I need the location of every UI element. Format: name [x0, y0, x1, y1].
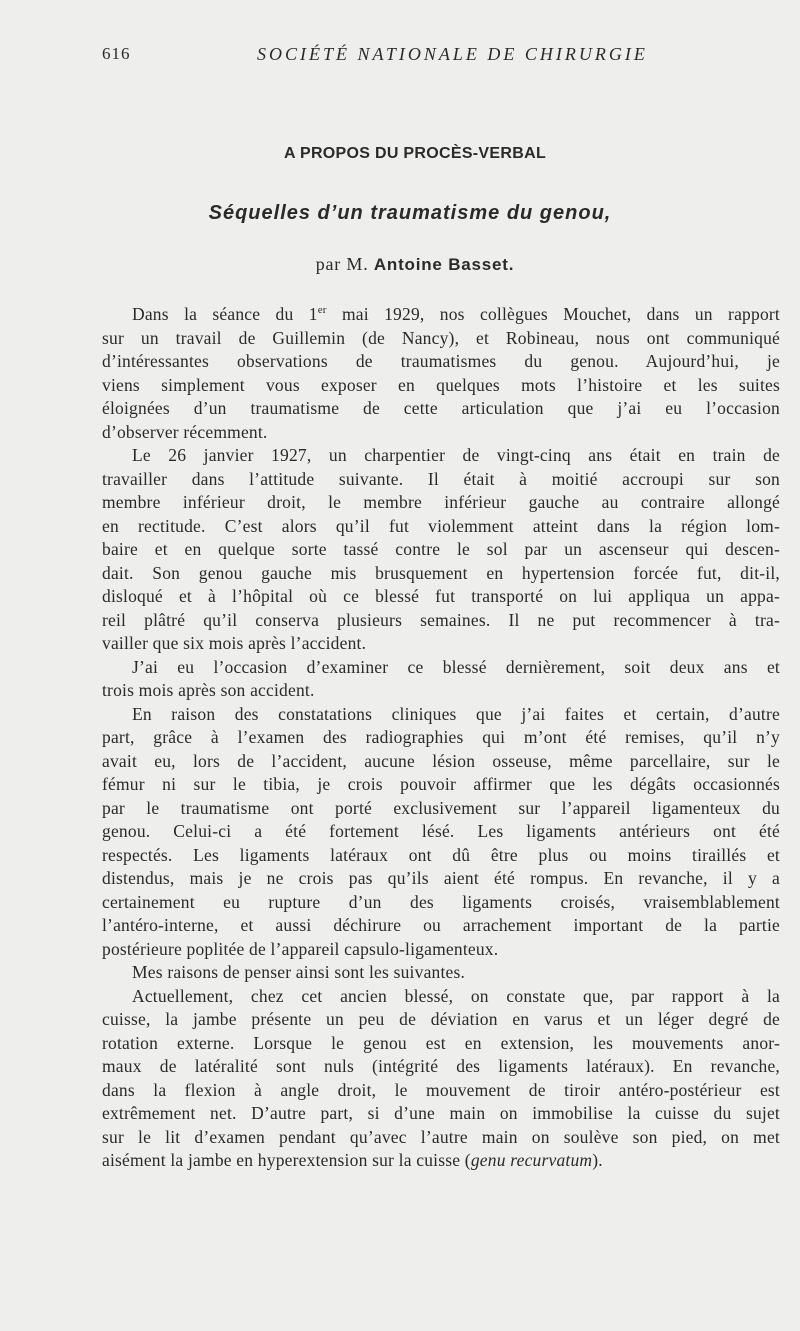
text-line: éloignées d’un traumatisme de cette articulation que j’ai eu l’occasion [102, 398, 780, 418]
text-line: avait eu, lors de l’accident, aucune lésion osseuse, même parcellaire, sur le [102, 750, 780, 771]
running-header [102, 44, 782, 68]
text-line: part, grâce à l’examen des radiographies qui m’ont été remises, qu’il n’y [102, 727, 780, 747]
text-line: cuisse, la jambe présente un peu de déviation en varus et un léger degré de [102, 1009, 780, 1029]
italic-term: genu recurvatum [470, 1150, 593, 1170]
text-line: extrêmement net. D’autre part, si d’une main on immobilise la cuisse du sujet [102, 1103, 780, 1123]
byline [0, 254, 800, 275]
text-line: Le 26 janvier 1927, un charpentier de vingt-cinq ans était en train de [132, 445, 780, 465]
text-line: disloqué et à l’hôpital où ce blessé fut transporté on lui appliqua un appa- [102, 586, 780, 606]
text-line: sur le lit d’examen pendant qu’avec l’autre main on soulève son pied, on met [102, 1126, 780, 1147]
text-line: Dans la séance du 1er mai 1929, nos collègues Mouchet, dans un rapport [132, 304, 780, 324]
text-line: genou. Celui-ci a été fortement lésé. Les ligaments antérieurs ont été [102, 821, 780, 841]
text-line: fémur ni sur le tibia, je crois pouvoir affirmer que les dégâts occasionnés [102, 774, 780, 794]
text-line: trois mois après son accident. [102, 680, 315, 700]
text-line: En raison des constatations cliniques que j’ai faites et certain, d’autre [132, 703, 780, 724]
section-title: A PROPOS DU PROCÈS-VERBAL [283, 145, 547, 162]
text-line: en rectitude. C’est alors qu’il fut violemment atteint dans la région lom- [102, 515, 780, 536]
author-name: Antoine Basset. [373, 255, 515, 274]
text-line: aisément la jambe en hyperextension sur la cuisse (genu recurvatum). [102, 1150, 603, 1170]
text-line: reil plâtré qu’il conserva plusieurs semaines. Il ne put recommencer à tra- [102, 609, 780, 630]
text-line: d’intéressantes observations de traumatismes du genou. Aujourd’hui, je [102, 351, 780, 371]
page-number: 616 [102, 44, 131, 63]
article-body [102, 303, 780, 1173]
text-line: l’antéro-interne, et aussi déchirure ou arrachement important de la partie [102, 915, 780, 935]
text-line: maux de latéralité sont nuls (intégrité des ligaments latéraux). En revanche, [102, 1056, 780, 1076]
text-line: dait. Son genou gauche mis brusquement en hypertension forcée fut, dit-il, [102, 562, 780, 583]
journal-title: SOCIÉTÉ NATIONALE DE CHIRURGIE [257, 44, 648, 64]
text-line: certainement eu rupture d’un des ligaments croisés, vraisemblablement [102, 891, 780, 912]
text-line: Mes raisons de penser ainsi sont les suivantes. [132, 962, 466, 982]
text-line: respectés. Les ligaments latéraux ont dû être plus ou moins tiraillés et [102, 844, 780, 865]
text-line: distendus, mais je ne crois pas qu’ils aient été rompus. En revanche, il y a [102, 868, 780, 888]
text-line: d’observer récemment. [102, 421, 268, 442]
superscript: er [317, 304, 327, 317]
text-line: rotation externe. Lorsque le genou est en extension, les mouvements anor- [102, 1032, 780, 1053]
text-line: viens simplement vous exposer en quelques mots l’histoire et les suites [102, 374, 780, 395]
text-line: vailler que six mois après l’accident. [102, 633, 367, 653]
text-line: J’ai eu l’occasion d’examiner ce blessé dernièrement, soit deux ans et [132, 656, 780, 677]
text-line: postérieure poplitée de l’appareil capsulo-ligamenteux. [102, 938, 499, 959]
text-line: par le traumatisme ont porté exclusivement sur l’appareil ligamenteux du [102, 797, 780, 818]
text-line: baire et en quelque sorte tassé contre le sol par un ascenseur qui descen- [102, 539, 780, 559]
text-line: travailler dans l’attitude suivante. Il était à moitié accroupi sur son [102, 468, 780, 489]
byline-prefix: par M. [315, 254, 369, 274]
article-title: Séquelles d’un traumatisme du genou, [208, 202, 612, 224]
text-line: Actuellement, chez cet ancien blessé, on constate que, par rapport à la [132, 985, 780, 1006]
text-line: membre inférieur droit, le membre inférieur gauche au contraire allongé [102, 492, 780, 512]
text-line: dans la flexion à angle droit, le mouvement de tiroir antéro-postérieur est [102, 1079, 780, 1100]
text-line: sur un travail de Guillemin (de Nancy), et Robineau, nous ont communiqué [102, 327, 780, 348]
